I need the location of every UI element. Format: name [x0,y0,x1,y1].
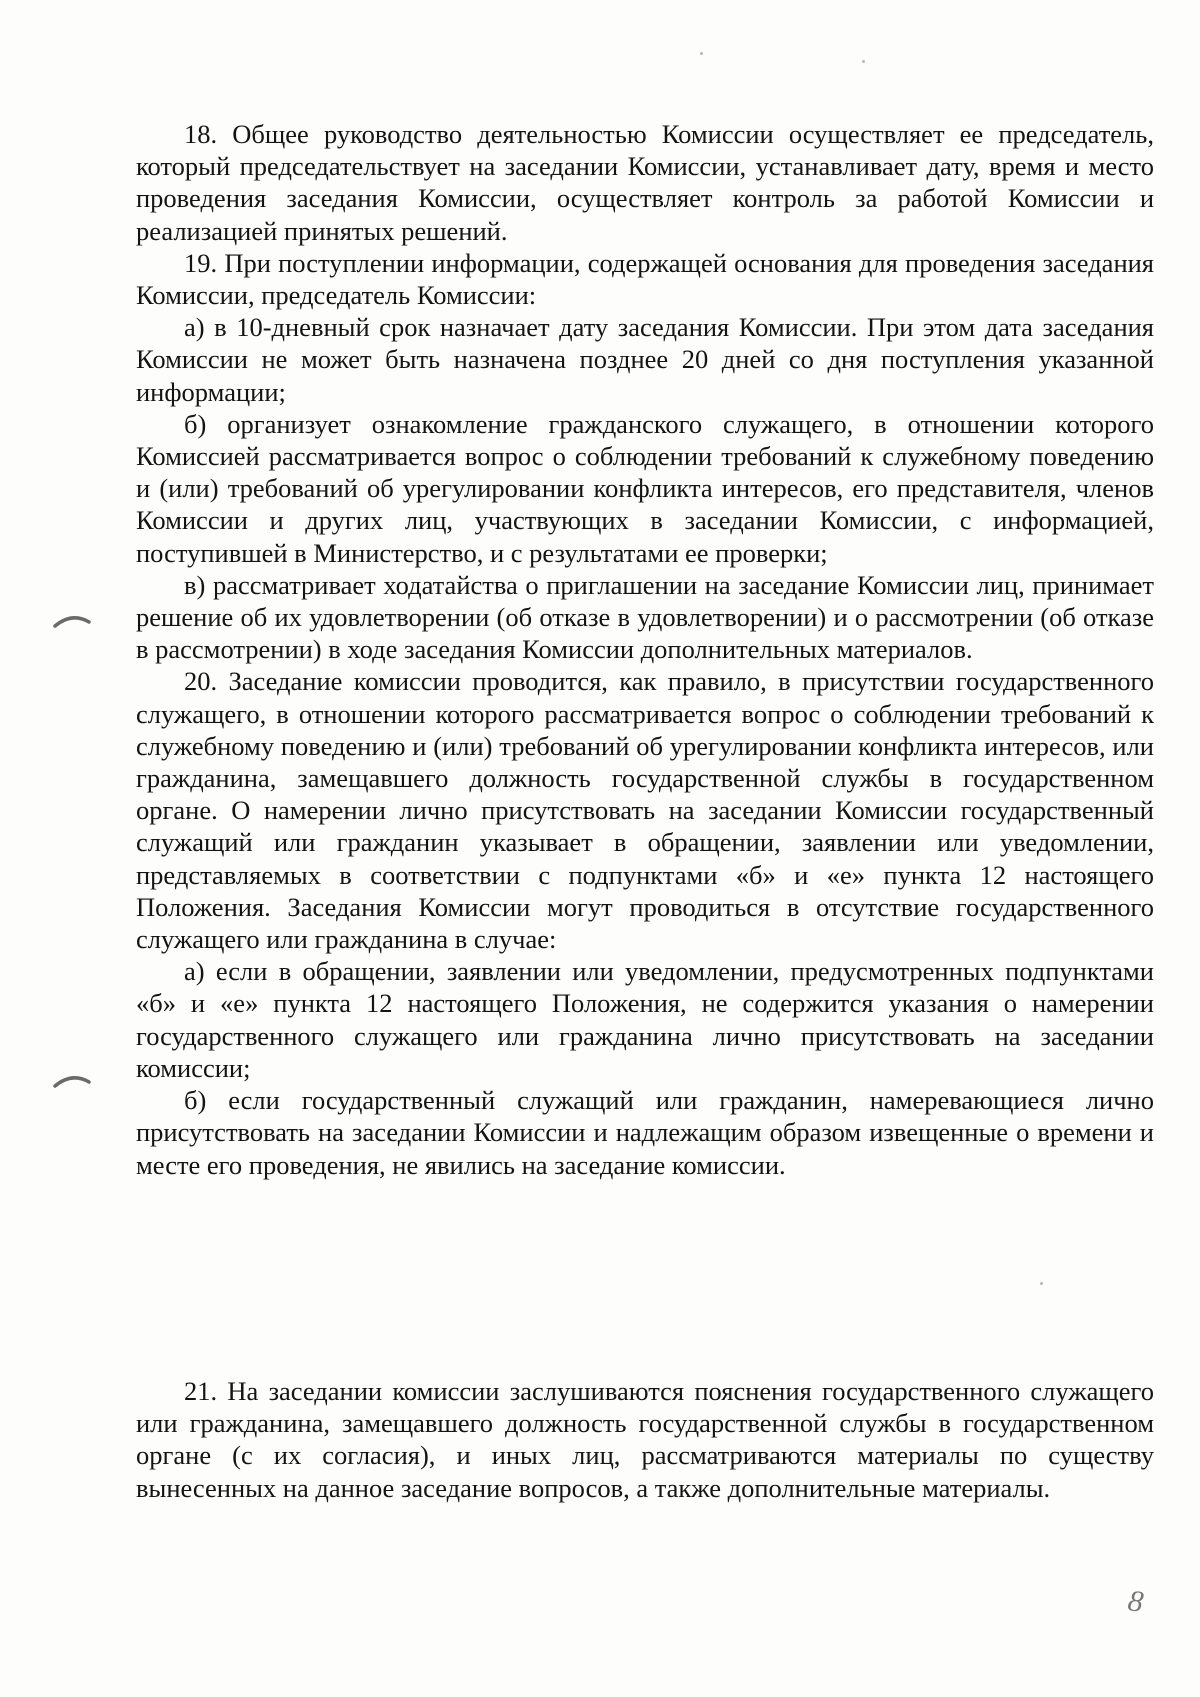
paragraph-20: 20. Заседание комиссии проводится, как правило, в присутствии государственного служащего, в отношении которого рассматривается вопрос о соблюдении требований к служебному поведению и (или) требований об урегулировании конфликта интересов, или гражданина, замещавшего должность государственной службы в государственном органе. О намерении лично присутствовать на заседании Комиссии государственный служащий или гражданин указывает в обращении, заявлении или уведомлении, представляемых в соответствии с подпунктами «б» и «е» пункта 12 настоящего Положения. Заседания Комиссии могут проводиться в отсутствие государственного служащего или гражданина в случае: [136,666,1154,955]
paragraph-20-b: б) если государственный служащий или гражданин, намеревающиеся лично присутствовать на заседании Комиссии и надлежащим образом извещенные о времени и месте его проведения, не явились на заседание комиссии. [136,1085,1154,1180]
scan-speck [1040,1282,1043,1285]
punch-hole-mark-icon [52,1072,92,1088]
body-text-top [136,118,1154,1181]
paragraph-19: 19. При поступлении информации, содержащей основания для проведения заседания Комиссии, председатель Комиссии: [136,247,1154,311]
punch-hole-mark-icon [52,612,92,628]
paragraph-19-a: а) в 10-дневный срок назначает дату заседания Комиссии. При этом дата заседания Комиссии не может быть назначена позднее 20 дней со дня поступления указанной информации; [136,312,1154,407]
paragraph-19-b: б) организует ознакомление гражданского служащего, в отношении которого Комиссией рассматривается вопрос о соблюдении требований к служебному поведению и (или) требований об урегулировании конфликта интересов, его представителя, членов Комиссии и других лиц, участвующих в заседании Комиссии, с информацией, поступившей в Министерство, и с результатами ее проверки; [136,408,1154,568]
paragraph-19-v: в) рассматривает ходатайства о приглашении на заседание Комиссии лиц, принимает решение об их удовлетворении (об отказе в удовлетворении) и о рассмотрении (об отказе в рассмотрении) в ходе заседания Комиссии дополнительных материалов. [136,569,1154,665]
paragraph-21: 21. На заседании комиссии заслушиваются пояснения государственного служащего или гражданина, замещавшего должность государственной службы в государственном органе (с их согласия), и иных лиц, рассматриваются материалы по существу вынесенных на данное заседание вопросов, а также дополнительные материалы. [136,1376,1154,1503]
paragraph-18: 18. Общее руководство деятельностью Комиссии осуществляет ее председатель, который председательствует на заседании Комиссии, устанавливает дату, время и место проведения заседания Комиссии, осуществляет контроль за работой Комиссии и реализацией принятых решений. [136,119,1154,246]
body-text-bottom [136,1375,1154,1504]
scan-speck [700,52,703,55]
paragraph-20-a: а) если в обращении, заявлении или уведомлении, предусмотренных подпунктами «б» и «е» пункта 12 настоящего Положения, не содержится указания о намерении государственного служащего или гражданина лично присутствовать на заседании комиссии; [136,956,1154,1083]
page-number: 8 [1125,1584,1146,1619]
scan-speck [862,60,865,63]
